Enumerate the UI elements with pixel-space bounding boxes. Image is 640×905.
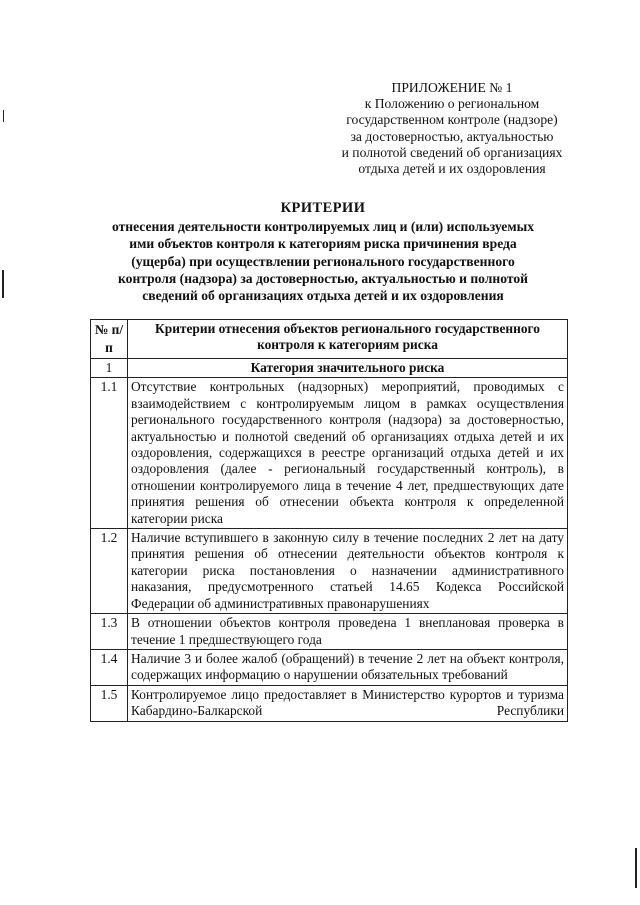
appendix-line: и полнотой сведений об организациях: [341, 144, 563, 160]
row-number: 1.3: [91, 614, 128, 650]
row-criterion-text: В отношении объектов контроля проведена 1 внеплановая проверка в течение 1 предшествующего года: [128, 614, 568, 650]
category-number: 1: [91, 359, 128, 378]
criteria-table: [90, 319, 568, 722]
document-subtitle-line: отнесения деятельности контролируемых лиц и (или) используемых: [111, 219, 535, 235]
appendix-title: ПРИЛОЖЕНИЕ № 1: [391, 80, 513, 95]
category-row: [91, 359, 568, 378]
appendix-line: к Положению о региональном: [364, 96, 540, 112]
column-header-criteria: Критерии отнесения объектов регионального государственного контроля к категориям риска: [128, 320, 568, 359]
category-label: Категория значительного риска: [128, 359, 568, 378]
document-title: КРИТЕРИИ: [280, 200, 366, 216]
document-subtitle-line: ими объектов контроля к категориям риска причинения вреда: [129, 236, 517, 252]
row-number: 1.5: [91, 685, 128, 721]
row-number: 1.2: [91, 529, 128, 614]
row-number: 1.4: [91, 649, 128, 685]
row-criterion-text: Отсутствие контрольных (надзорных) мероприятий, проводимых с взаимодействием с контролируемым лицом в рамках осуществления регионального государственного контроля (надзора) за достоверностью, актуальностью и полнотой сведений об организациях отдыха детей и их оздоровления, содержащихся в реестре организаций отдыха детей и их оздоровления (далее - региональный государственный контроль), в отношении контролируемого лица в течение 4 лет, предшествующих дате принятия решения об отнесении объекта контроля к определенной категории риска: [128, 378, 568, 529]
row-criterion-text: Наличие 3 и более жалоб (обращений) в течение 2 лет на объект контроля, содержащих информацию о нарушении обязательных требований: [128, 649, 568, 685]
column-header-number: № п/п: [91, 320, 128, 359]
scan-artifact-mark: [2, 270, 4, 298]
table-row: [91, 614, 568, 650]
row-criterion-text: Контролируемое лицо предоставляет в Министерство курортов и туризма Кабардино-Балкарской Республики: [128, 685, 568, 721]
table-row: [91, 649, 568, 685]
scan-artifact-mark: [3, 110, 4, 122]
appendix-line: государственном контроле (надзоре): [346, 112, 558, 128]
table-row: [91, 685, 568, 721]
document-title-block: [70, 200, 576, 304]
table-row: [91, 529, 568, 614]
table-row: [91, 378, 568, 529]
appendix-line: отдыха детей и их оздоровления: [358, 161, 546, 177]
document-subtitle-line: контроля (надзора) за достоверностью, актуальностью и полнотой: [118, 270, 528, 286]
appendix-line: за достоверностью, актуальностью: [350, 128, 554, 144]
document-subtitle-line: (ущерба) при осуществлении регионального государственного: [131, 253, 515, 269]
scan-artifact-mark: [635, 848, 637, 888]
row-number: 1.1: [91, 378, 128, 529]
appendix-header: [300, 80, 604, 177]
row-criterion-text: Наличие вступившего в законную силу в течение последних 2 лет на дату принятия решения об отнесении деятельности объектов контроля к категории риска постановления о назначении административного наказания, предусмотренного статьей 14.65 Кодекса Российской Федерации об административных правонарушениях: [128, 529, 568, 614]
table-header-row: [91, 320, 568, 359]
document-subtitle-line: сведений об организациях отдыха детей и их оздоровления: [142, 288, 504, 304]
